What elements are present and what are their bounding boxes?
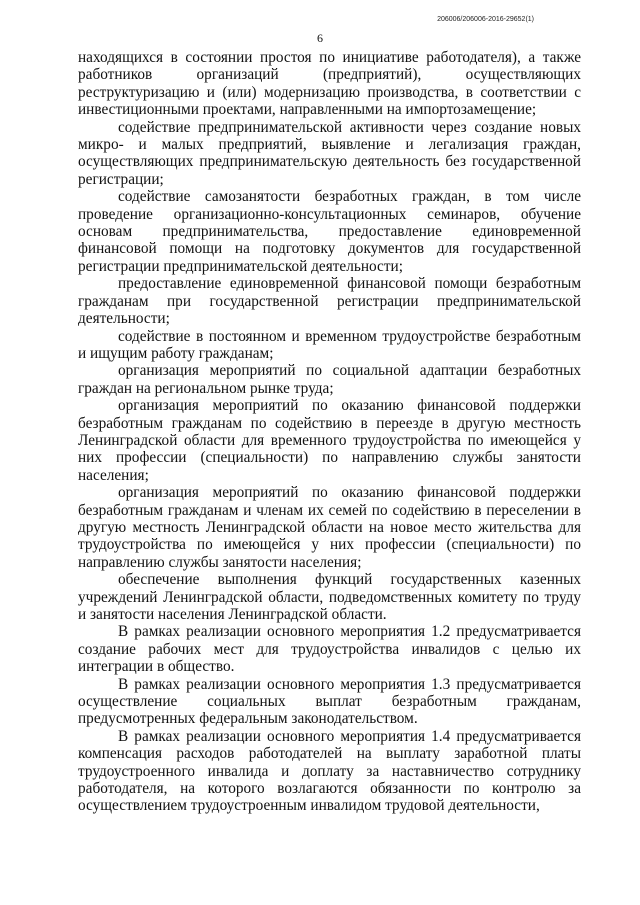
paragraph: содействие самозанятости безработных граждан, в том числе проведение организационно-консультационных семинаров, обучение основам предпринимательства, предоставление единовременной финансовой помощи на подготовку документов для государственной регистрации предпринимательской деятельности;: [78, 188, 581, 275]
paragraph: В рамках реализации основного мероприятия 1.2 предусматривается создание рабочих мест для трудоустройства инвалидов с целью их интеграции в общество.: [78, 623, 581, 676]
paragraph: обеспечение выполнения функций государственных казенных учреждений Ленинградской области, подведомственных комитету по труду и занятости населения Ленинградской области.: [78, 571, 581, 623]
paragraph: содействие в постоянном и временном трудоустройстве безработным и ищущим работу гражданам;: [78, 327, 581, 362]
paragraph: предоставление единовременной финансовой помощи безработным гражданам при государственной регистрации предпринимательской деятельности;: [78, 275, 581, 328]
page-number: 6: [317, 31, 323, 45]
document-body: [78, 49, 581, 815]
paragraph: В рамках реализации основного мероприятия 1.3 предусматривается осуществление социальных выплат безработным гражданам, предусмотренных федеральным законодательством.: [78, 675, 581, 728]
paragraph: организация мероприятий по социальной адаптации безработных граждан на региональном рынке труда;: [78, 362, 581, 397]
paragraph: содействие предпринимательской активности через создание новых микро- и малых предприятий, выявление и легализация граждан, осуществляющих предпринимательскую деятельность без государственной регистрации;: [78, 118, 581, 188]
paragraph: организация мероприятий по оказанию финансовой поддержки безработным гражданам по содействию в переезде в другую местность Ленинградской области для временного трудоустройства по имеющейся у них профессии (специальности) по направлению службы занятости населения;: [78, 397, 581, 484]
paragraph: организация мероприятий по оказанию финансовой поддержки безработным гражданам и членам их семей по содействию в переселении в другую местность Ленинградской области на новое место жительства для трудоустройства по имеющейся у них профессии (специальности) по направлению службы занятости населения;: [78, 484, 581, 571]
paragraph-continuation: находящихся в состоянии простоя по инициативе работодателя), а также работников организаций (предприятий), осуществляющих реструктуризацию и (или) модернизацию производства, в соответствии с инвестиционными проектами, направленными на импортозамещение;: [78, 49, 581, 119]
document-id: 206006/206006-2016-29652(1): [437, 16, 534, 23]
paragraph: В рамках реализации основного мероприятия 1.4 предусматривается компенсация расходов работодателей на выплату заработной платы трудоустроенного инвалида и доплату за наставничество сотруднику работодателя, на которого возлагаются обязанности по контролю за осуществлением трудоустроенным инвалидом трудовой деятельности,: [78, 727, 581, 815]
